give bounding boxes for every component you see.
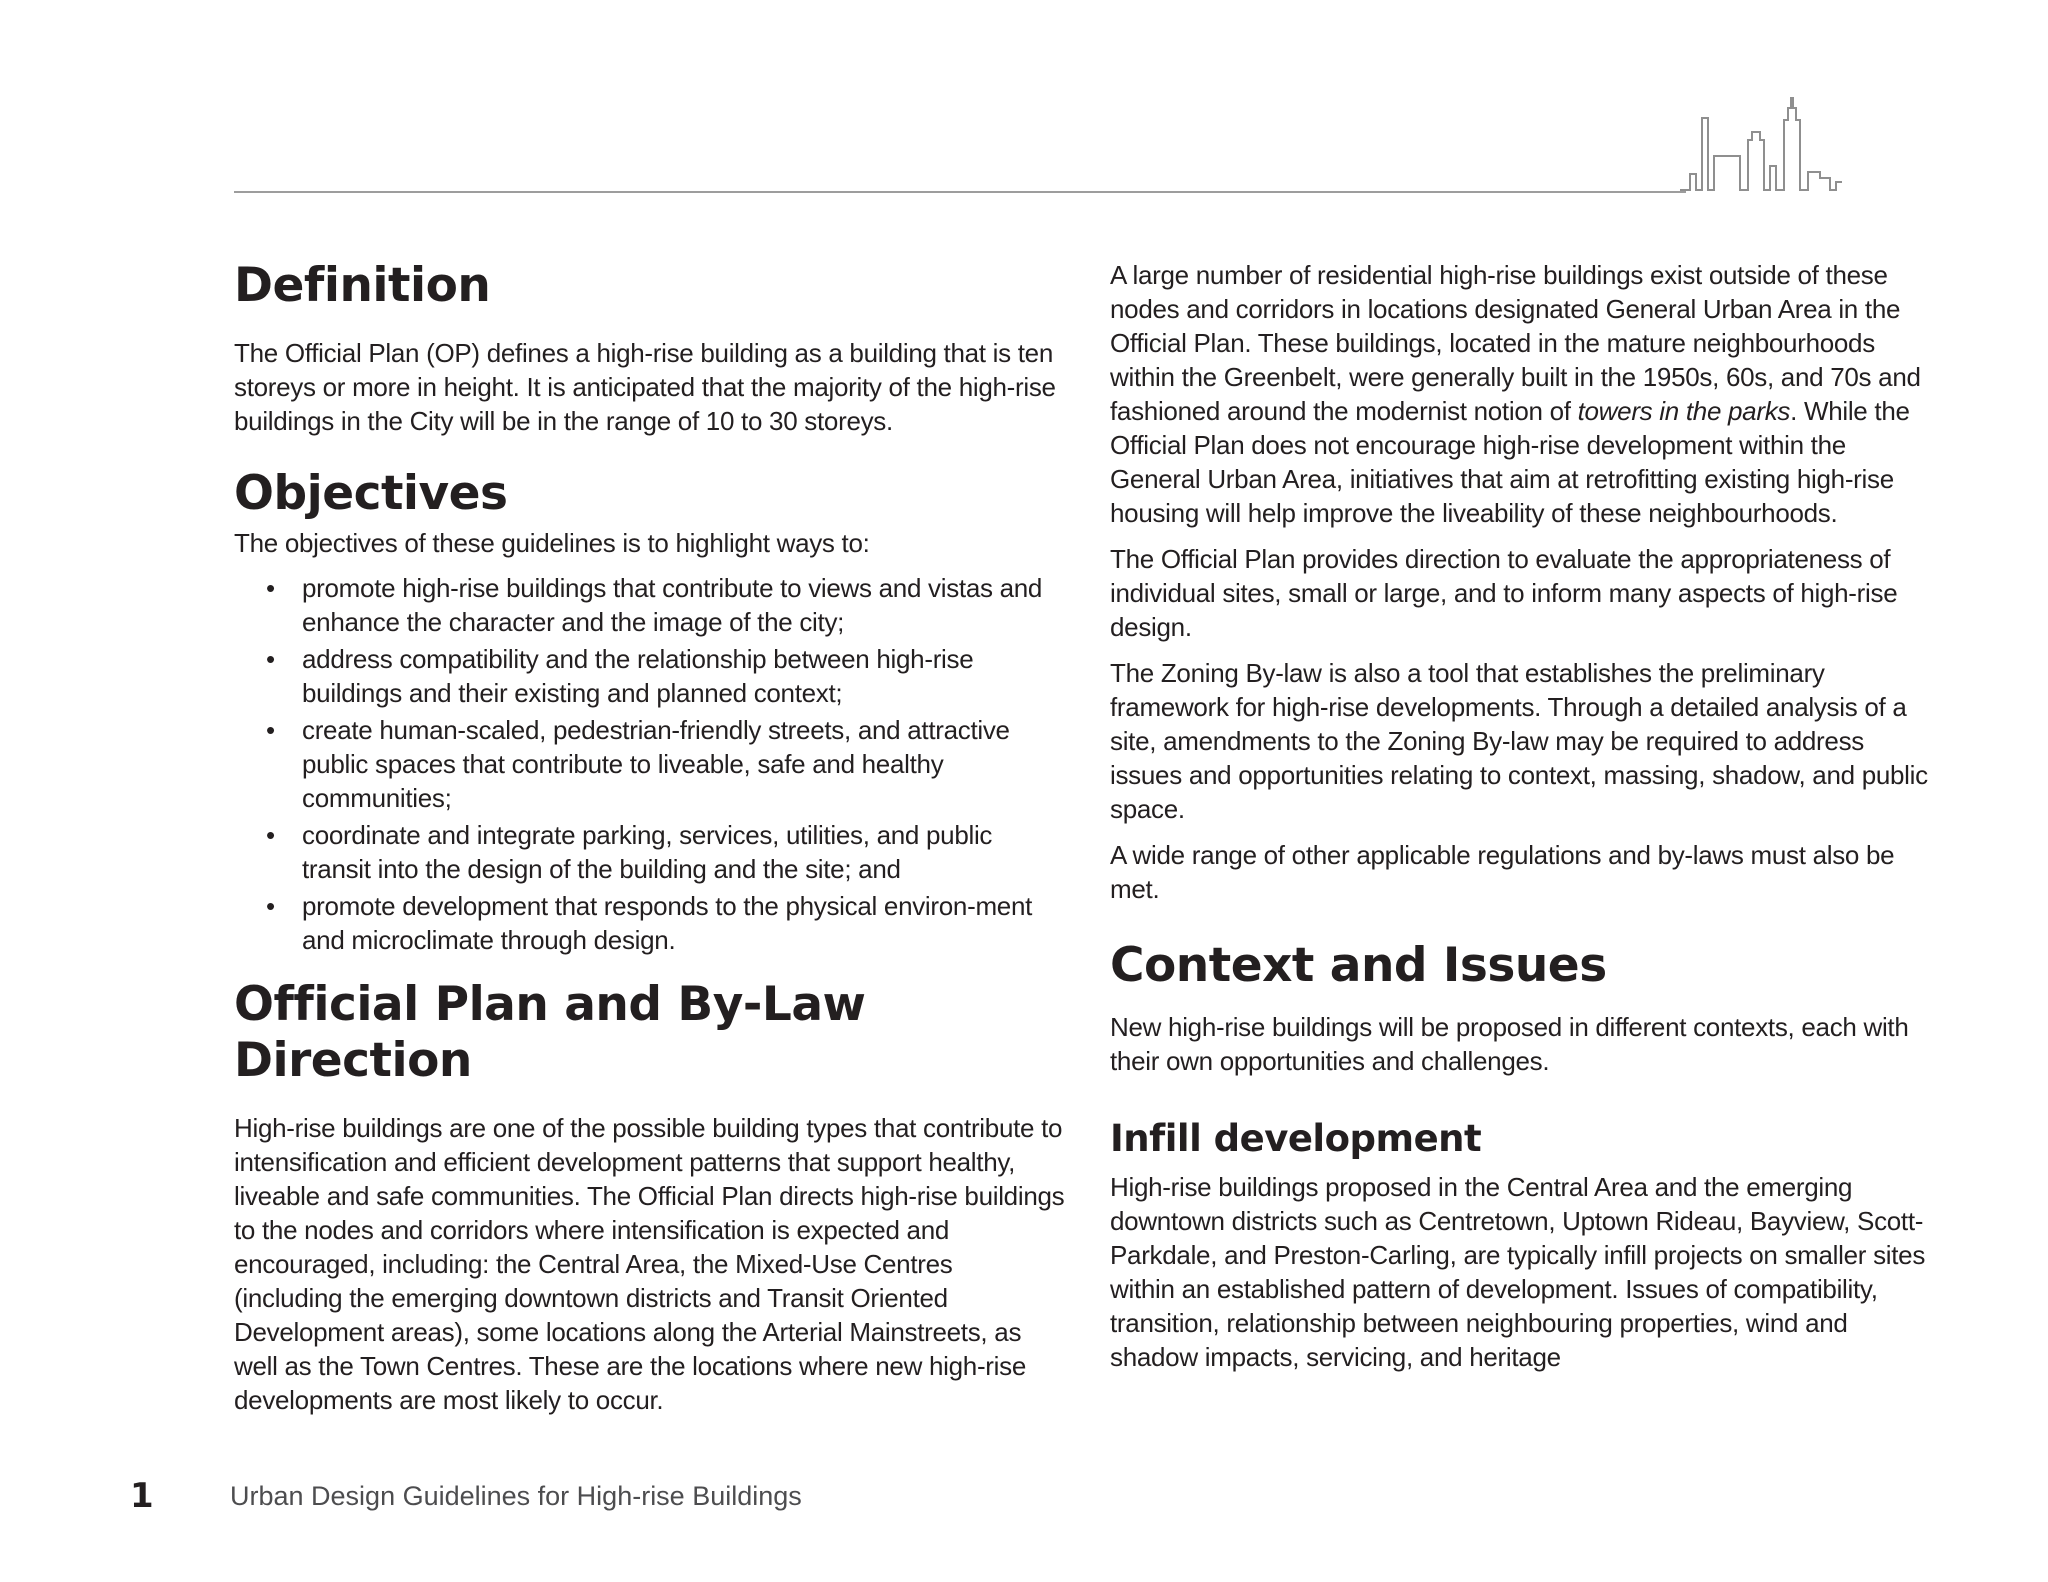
official-plan-paragraph: The Official Plan provides direction to evaluate the appropriateness of individual sites, small or large, and to inform many aspects of high-rise design. <box>1110 544 1898 642</box>
list-item-text: promote development that responds to the physical environ-ment and microclimate through design. <box>302 891 1033 955</box>
list-item <box>234 713 1066 815</box>
residential-highrise-paragraph <box>1110 258 1928 530</box>
paragraph-italic-phrase: towers in the parks <box>1577 396 1791 426</box>
bullet-icon: • <box>266 820 275 850</box>
skyline-outline-icon <box>1680 96 1940 200</box>
list-item <box>234 642 1066 710</box>
list-item <box>234 571 1066 639</box>
document-title-footer: Urban Design Guidelines for High-rise Buildings <box>230 1481 802 1511</box>
list-item-text: coordinate and integrate parking, services, utilities, and public transit into the design of the building and the site; and <box>302 820 993 884</box>
list-item <box>234 818 1066 886</box>
infill-body: High-rise buildings proposed in the Central Area and the emerging downtown districts such as Centretown, Uptown Rideau, Bayview, Scott-Parkdale, and Preston-Carling, are typically infill projects on smaller sites within an established pattern of development. Issues of compatibility, transition, relationship between neighbouring properties, wind and shadow impacts, servicing, and heritage <box>1110 1172 1926 1372</box>
bullet-icon: • <box>266 644 275 674</box>
list-item-text: address compatibility and the relationship between high-rise buildings and their existing and planned context; <box>302 644 974 708</box>
bullet-icon: • <box>266 715 275 745</box>
objectives-intro: The objectives of these guidelines is to highlight ways to: <box>234 528 870 558</box>
definition-body: The Official Plan (OP) defines a high-rise building as a building that is ten storeys or more in height. It is anticipated that the majority of the high-rise buildings in the City will be in the range of 10 to 30 storeys. <box>234 338 1056 436</box>
bullet-icon: • <box>266 891 275 921</box>
context-heading: Context and Issues <box>1110 938 1607 993</box>
bullet-icon: • <box>266 573 275 603</box>
op-direction-body: High-rise buildings are one of the possible building types that contribute to intensification and efficient development patterns that support healthy, liveable and safe communities. The Official Plan directs high-rise buildings to the nodes and corridors where intensification is expected and encouraged, including: the Central Area, the Mixed-Use Centres (including the emerging downtown districts and Transit Oriented Development areas), some locations along the Arterial Mainstreets, as well as the Town Centres. These are the locations where new high-rise developments are most likely to occur. <box>234 1113 1065 1415</box>
list-item <box>234 889 1066 957</box>
objectives-heading: Objectives <box>234 466 508 521</box>
op-direction-heading: Official Plan and By-Law Direction <box>234 977 866 1088</box>
right-column <box>1110 258 1928 1374</box>
definition-heading: Definition <box>234 258 491 313</box>
context-body: New high-rise buildings will be proposed in different contexts, each with their own opportunities and challenges. <box>1110 1012 1909 1076</box>
header-rule <box>234 191 1686 193</box>
page-number: 1 <box>130 1476 154 1516</box>
list-item-text: promote high-rise buildings that contribute to views and vistas and enhance the character and the image of the city; <box>302 573 1043 637</box>
objectives-list <box>234 571 1066 957</box>
paragraph-text: A large number of residential high-rise buildings exist outside of these nodes and corridors in locations designated General Urban Area in the Official Plan. These buildings, located in the mature neighbourhoods within the Greenbelt, were generally built in the 1950s, 60s, and 70s and fashioned around the modernist notion of <box>1110 260 1921 426</box>
left-column <box>234 258 1066 1417</box>
regulations-paragraph: A wide range of other applicable regulations and by-laws must also be met. <box>1110 840 1895 904</box>
list-item-text: create human-scaled, pedestrian-friendly streets, and attractive public spaces that contribute to liveable, safe and healthy communities; <box>302 715 1010 813</box>
infill-heading: Infill development <box>1110 1117 1482 1160</box>
zoning-bylaw-paragraph: The Zoning By-law is also a tool that establishes the preliminary framework for high-rise developments. Through a detailed analysis of a site, amendments to the Zoning By-law may be required to address issues and opportunities relating to context, massing, shadow, and public space. <box>1110 658 1928 824</box>
paragraph-text: . While the Official Plan does not encourage high-rise development within the General Urban Area, initiatives that aim at retrofitting existing high-rise housing will help improve the liveability of these neighbourhoods. <box>1110 396 1910 528</box>
